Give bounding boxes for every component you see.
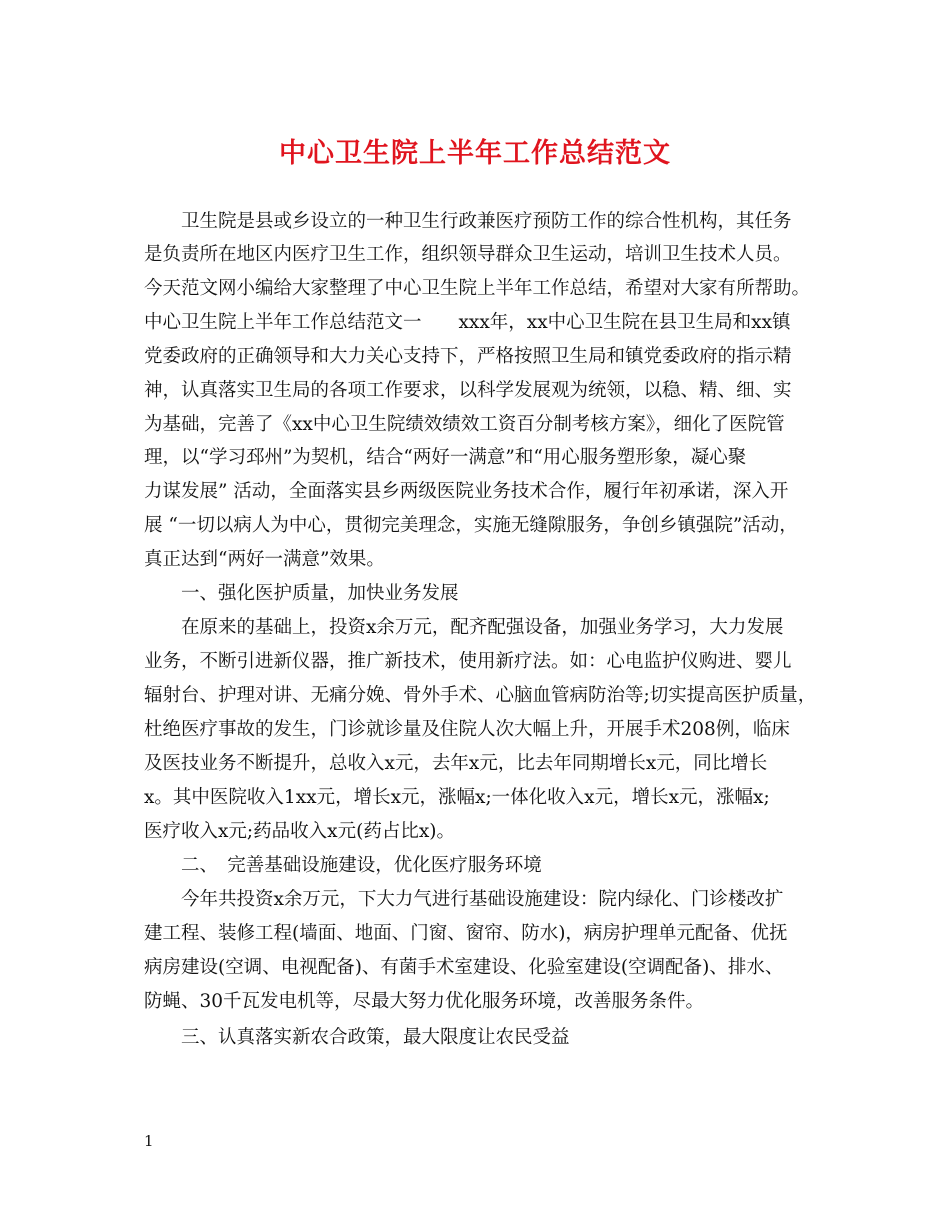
document-title: 中心卫生院上半年工作总结范文: [279, 138, 671, 169]
paragraph-line: 展 “一切以病人为中心，贯彻完美理念，实施无缝隙服务，争创乡镇强院”活动，: [144, 515, 798, 536]
paragraph-line: 卫生院是县或乡设立的一种卫生行政兼医疗预防工作的综合性机构，其任务: [181, 211, 792, 232]
paragraph-line: 党委政府的正确领导和大力关心支持下，严格按照卫生局和镇党委政府的指示精: [144, 346, 792, 367]
paragraph-line: x。其中医院收入1xx元，增长x元，涨幅x;一体化收入x元，增长x元，涨幅x;: [144, 787, 770, 808]
paragraph-line: 真正达到“两好一满意”效果。: [144, 549, 385, 570]
paragraph-line: 及医技业务不断提升，总收入x元，去年x元，比去年同期增长x元，同比增长: [144, 753, 768, 774]
paragraph-line: 是负责所在地区内医疗卫生工作，组织领导群众卫生运动，培训卫生技术人员。: [144, 244, 792, 265]
paragraph-line: 为基础，完善了《xx中心卫生院绩效绩效工资百分制考核方案》，细化了医院管: [144, 414, 785, 435]
section-heading: 三、认真落实新农合政策，最大限度让农民受益: [181, 1027, 570, 1048]
paragraph-line: 防蝇、30千瓦发电机等，尽最大努力优化服务环境，改善服务条件。: [144, 991, 705, 1012]
paragraph-line: 辐射台、护理对讲、无痛分娩、骨外手术、心脑血管病防治等;切实提高医护质量，: [144, 685, 817, 706]
paragraph-line: 杜绝医疗事故的发生，门诊就诊量及住院人次大幅上升，开展手术208例，临床: [144, 719, 790, 740]
paragraph-line: 中心卫生院上半年工作总结范文一 xxx年，xx中心卫生院在县卫生局和xx镇: [144, 312, 791, 333]
paragraph-line: 力谋发展” 活动，全面落实县乡两级医院业务技术合作，履行年初承诺，深入开: [144, 481, 789, 502]
section-heading: 一、强化医护质量，加快业务发展: [181, 583, 459, 604]
page-number: 1: [144, 1132, 154, 1150]
paragraph-line: 医疗收入x元;药品收入x元(药占比x)。: [144, 821, 455, 842]
paragraph-line: 业务，不断引进新仪器，推广新技术，使用新疗法。如：心电监护仪购进、婴儿: [144, 651, 792, 672]
paragraph-line: 今年共投资x余万元，下大力气进行基础设施建设：院内绿化、门诊楼改扩: [181, 889, 784, 910]
paragraph-line: 在原来的基础上，投资x余万元，配齐配强设备，加强业务学习，大力发展: [181, 617, 784, 638]
paragraph-line: 神，认真落实卫生局的各项工作要求，以科学发展观为统领，以稳、精、细、实: [144, 380, 792, 401]
section-heading: 二、 完善基础设施建设，优化医疗服务环境: [181, 855, 542, 876]
paragraph-line: 建工程、装修工程(墙面、地面、门窗、窗帘、防水)，病房护理单元配备、优抚: [144, 923, 788, 944]
paragraph-line: 今天范文网小编给大家整理了中心卫生院上半年工作总结，希望对大家有所帮助。: [144, 278, 811, 299]
paragraph-line: 病房建设(空调、电视配备)、有菌手术室建设、化验室建设(空调配备)、排水、: [144, 957, 784, 978]
paragraph-line: 理，以“学习邳州”为契机，结合“两好一满意”和“用心服务塑形象，凝心聚: [144, 447, 747, 468]
